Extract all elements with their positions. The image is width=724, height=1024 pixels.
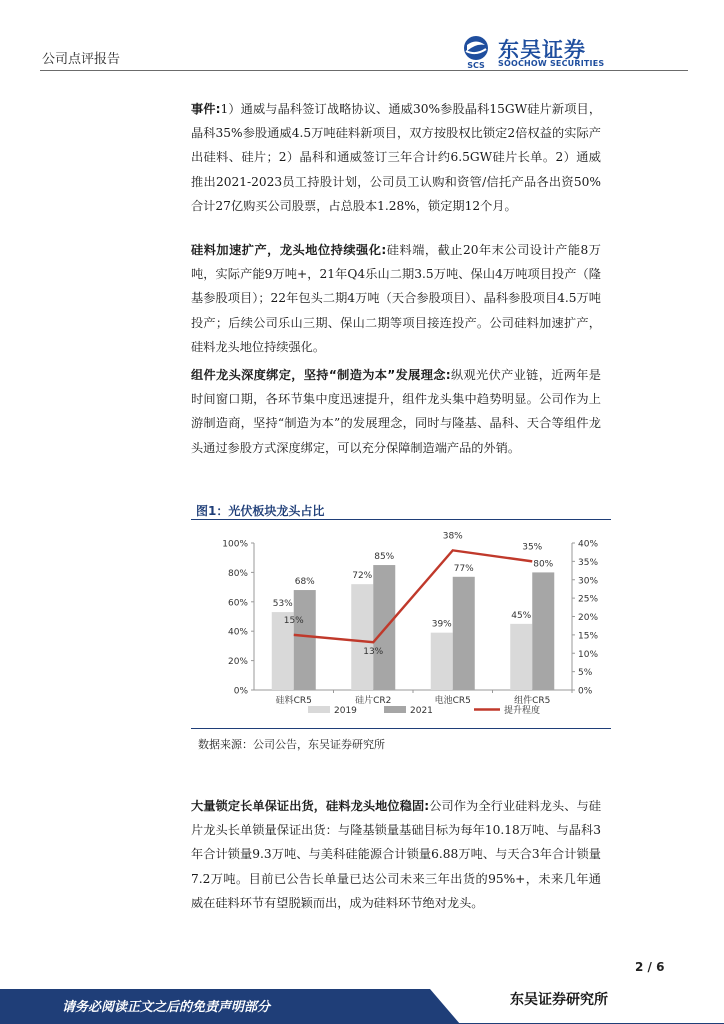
figure-top-rule bbox=[191, 519, 611, 520]
bar-2021 bbox=[453, 577, 475, 690]
bar-data-label: 77% bbox=[453, 563, 474, 574]
figure-source: 数据来源：公司公告，东吴证券研究所 bbox=[198, 738, 385, 751]
right-axis-tick-label: 5% bbox=[578, 668, 593, 679]
logo-mark-icon bbox=[458, 34, 494, 70]
bar-data-label: 53% bbox=[272, 599, 293, 610]
line-series-提升程度 bbox=[294, 550, 533, 642]
right-axis-tick-label: 15% bbox=[578, 631, 599, 642]
right-axis-tick-label: 35% bbox=[578, 557, 599, 568]
line-data-label: 15% bbox=[283, 615, 304, 626]
paragraph-body: 公司作为全行业硅料龙头、与硅片龙头长单锁量保证出货：与隆基锁量基础目标为每年10.18万吨、与晶科3年合计锁量9.3万吨、与美科硅能源合计锁量6.88万吨、与天合3年合计锁量7.2万吨。目前已公告长单量已达公司未来三年出货的95%+，未来几年通威在硅料环节有望脱颖而出，成为硅料环节绝对龙头。 bbox=[191, 799, 602, 910]
bar-data-label: 72% bbox=[352, 571, 373, 582]
left-axis-tick-label: 20% bbox=[227, 657, 248, 668]
paragraph-event bbox=[191, 97, 601, 218]
figure-bottom-rule bbox=[191, 728, 611, 729]
right-axis-tick-label: 10% bbox=[578, 649, 599, 660]
chart bbox=[196, 526, 612, 724]
bar-2021 bbox=[373, 565, 395, 690]
bar-2019 bbox=[510, 624, 532, 690]
right-axis-tick-label: 0% bbox=[578, 686, 593, 697]
legend-label: 2019 bbox=[334, 706, 357, 716]
bar-2019 bbox=[431, 633, 453, 690]
bar-data-label: 45% bbox=[511, 610, 532, 621]
bar-2021 bbox=[294, 590, 316, 690]
right-axis-tick-label: 40% bbox=[578, 539, 599, 550]
left-axis-tick-label: 100% bbox=[222, 539, 248, 550]
paragraph-title: 事件: bbox=[191, 102, 221, 116]
bar-data-label: 68% bbox=[294, 577, 315, 588]
figure-title: 图1：光伏板块龙头占比 bbox=[196, 504, 325, 518]
paragraph-title: 组件龙头深度绑定，坚持“制造为本”发展理念: bbox=[191, 368, 451, 382]
legend-label: 2021 bbox=[410, 706, 433, 716]
legend-label: 提升程度 bbox=[504, 706, 541, 716]
line-data-label: 35% bbox=[522, 542, 543, 553]
paragraph-silicon-expansion bbox=[191, 238, 601, 359]
chart-svg bbox=[196, 526, 612, 724]
paragraph-module-binding bbox=[191, 363, 601, 460]
left-axis-tick-label: 0% bbox=[233, 686, 248, 697]
x-axis-tick-label: 电池CR5 bbox=[434, 696, 471, 706]
paragraph-long-orders bbox=[191, 794, 601, 915]
line-data-label: 38% bbox=[442, 531, 463, 542]
bar-2019 bbox=[351, 584, 373, 690]
x-axis-tick-label: 硅料CR5 bbox=[275, 696, 312, 706]
footer-org: 东吴证券研究所 bbox=[510, 992, 608, 1008]
right-axis-tick-label: 25% bbox=[578, 594, 599, 605]
footer-disclaimer: 请务必阅读正文之后的免责声明部分 bbox=[62, 1000, 271, 1015]
bar-data-label: 85% bbox=[374, 552, 395, 563]
x-axis-tick-label: 硅片CR2 bbox=[355, 696, 392, 706]
left-axis-tick-label: 40% bbox=[227, 627, 248, 638]
paragraph-body: 1）通威与晶科签订战略协议、通威30%参股晶科15GW硅片新项目，晶科35%参股通威4.5万吨硅料新项目，双方按股权比锁定2倍权益的实际产出硅料、硅片；2）晶科和通威签订三年合计约6.5GW硅片长单。2）通威推出2021-2023员工持股计划，公司员工认购和资管/信托产品各出资50%合计27亿购买公司股票，占总股本1.28%，锁定期12个月。 bbox=[191, 102, 602, 213]
logo-mark-text: SCS bbox=[467, 61, 485, 70]
left-axis-tick-label: 80% bbox=[227, 568, 248, 579]
legend-swatch bbox=[384, 706, 406, 713]
legend-swatch bbox=[308, 706, 330, 713]
company-logo bbox=[458, 34, 608, 70]
paragraph-body: 硅料端，截止20年末公司设计产能8万吨，实际产能9万吨+，21年Q4乐山二期3.5万吨、保山4万吨项目投产（隆基参股项目）；22年包头二期4万吨（天合参股项目）、晶科参股项目4.5万吨投产；后续公司乐山三期、保山二期等项目接连投产。公司硅料加速扩产，硅料龙头地位持续强化。 bbox=[191, 243, 601, 354]
paragraph-title: 大量锁定长单保证出货，硅料龙头地位稳固: bbox=[191, 799, 430, 813]
paragraph-title: 硅料加速扩产，龙头地位持续强化: bbox=[191, 243, 387, 257]
paragraph-body: 纵观光伏产业链，近两年是时间窗口期，各环节集中度迅速提升，组件龙头集中趋势明显。公司作为上游制造商，坚持“制造为本”的发展理念，同时与隆基、晶科、天合等组件龙头通过参股方式深度绑定，可以充分保障制造端产品的外销。 bbox=[191, 368, 601, 455]
page-number: 2 / 6 bbox=[635, 960, 665, 974]
left-axis-tick-label: 60% bbox=[227, 598, 248, 609]
x-axis-tick-label: 组件CR5 bbox=[514, 696, 551, 706]
right-axis-tick-label: 20% bbox=[578, 613, 599, 623]
right-axis-tick-label: 30% bbox=[578, 576, 599, 587]
header-rule bbox=[40, 70, 688, 71]
bar-data-label: 39% bbox=[431, 619, 452, 630]
bar-data-label: 80% bbox=[533, 559, 554, 570]
logo-cn-text: 东吴证券 bbox=[498, 38, 586, 62]
header-section-label: 公司点评报告 bbox=[42, 52, 121, 67]
line-data-label: 13% bbox=[363, 647, 384, 658]
logo-en-text: SOOCHOW SECURITIES bbox=[498, 59, 605, 68]
bar-2021 bbox=[532, 572, 554, 690]
